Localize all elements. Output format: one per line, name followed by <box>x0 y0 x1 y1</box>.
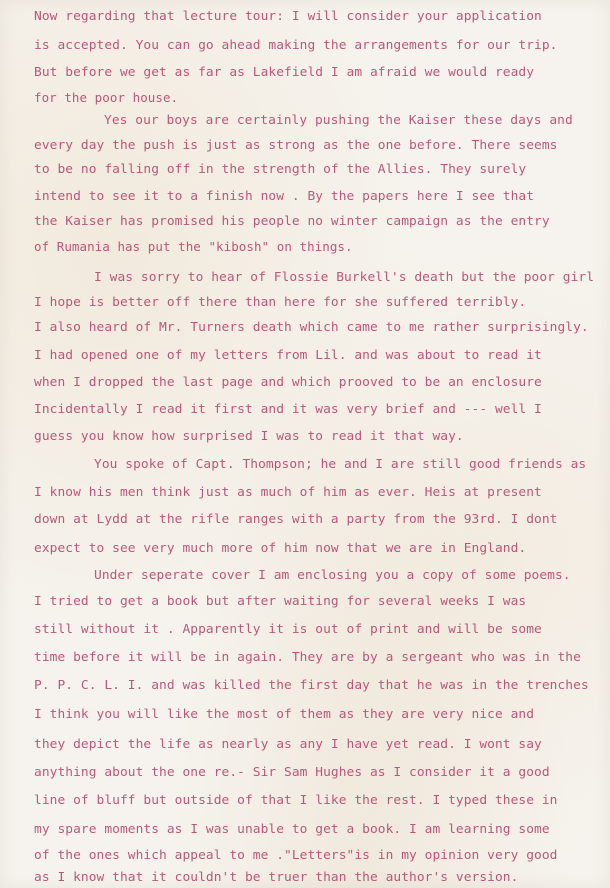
letter-line-20: down at Lydd at the rifle ranges with a party from the 93rd. I dont <box>34 511 558 526</box>
letter-line-2: is accepted. You can go ahead making the arrangements for our trip. <box>34 37 558 52</box>
letter-line-33: as I know that it couldn't be truer than the author's version. <box>34 869 519 884</box>
letter-line-5: Yes our boys are certainly pushing the Kaiser these days and <box>104 112 573 127</box>
letter-line-8: intend to see it to a finish now . By the papers here I see that <box>34 188 535 203</box>
letter-line-13: I also heard of Mr. Turners death which came to me rather surprisingly. <box>34 319 589 334</box>
letter-line-30: line of bluff but outside of that I like the rest. I typed these in <box>34 792 558 807</box>
letter-line-21: expect to see very much more of him now that we are in England. <box>34 540 527 555</box>
letter-line-15: when I dropped the last page and which prooved to be an enclosure <box>34 374 542 389</box>
letter-line-18: You spoke of Capt. Thompson; he and I are still good friends as <box>94 456 587 471</box>
letter-line-4: for the poor house. <box>34 90 179 105</box>
letter-line-6: every day the push is just as strong as the one before. There seems <box>34 137 558 152</box>
letter-line-9: the Kaiser has promised his people no winter campaign as the entry <box>34 213 550 228</box>
letter-line-17: guess you know how surprised I was to read it that way. <box>34 428 464 443</box>
letter-line-7: to be no falling off in the strength of the Allies. They surely <box>34 161 527 176</box>
letter-line-19: I know his men think just as much of him as ever. Heis at present <box>34 484 542 499</box>
letter-line-11: I was sorry to hear of Flossie Burkell's death but the poor girl <box>94 269 595 284</box>
letter-line-26: P. P. C. L. I. and was killed the first day that he was in the trenches <box>34 677 589 692</box>
letter-line-16: Incidentally I read it first and it was very brief and --- well I <box>34 401 542 416</box>
letter-line-3: But before we get as far as Lakefield I am afraid we would ready <box>34 64 535 79</box>
letter-line-29: anything about the one re.- Sir Sam Hughes as I consider it a good <box>34 764 550 779</box>
letter-line-31: my spare moments as I was unable to get a book. I am learning some <box>34 821 550 836</box>
letter-line-28: they depict the life as nearly as any I have yet read. I wont say <box>34 736 542 751</box>
letter-line-1: Now regarding that lecture tour: I will consider your application <box>34 8 542 23</box>
letter-line-32: of the ones which appeal to me ."Letters"is in my opinion very good <box>34 847 558 862</box>
letter-line-12: I hope is better off there than here for she suffered terribly. <box>34 294 527 309</box>
letter-line-23: I tried to get a book but after waiting for several weeks I was <box>34 593 527 608</box>
letter-line-25: time before it will be in again. They are by a sergeant who was in the <box>34 649 581 664</box>
letter-line-24: still without it . Apparently it is out of print and will be some <box>34 621 542 636</box>
letter-line-27: I think you will like the most of them as they are very nice and <box>34 706 535 721</box>
letter-line-10: of Rumania has put the "kibosh" on things. <box>34 239 353 254</box>
letter-line-22: Under seperate cover I am enclosing you a copy of some poems. <box>94 567 571 582</box>
letter-line-14: I had opened one of my letters from Lil. and was about to read it <box>34 347 542 362</box>
